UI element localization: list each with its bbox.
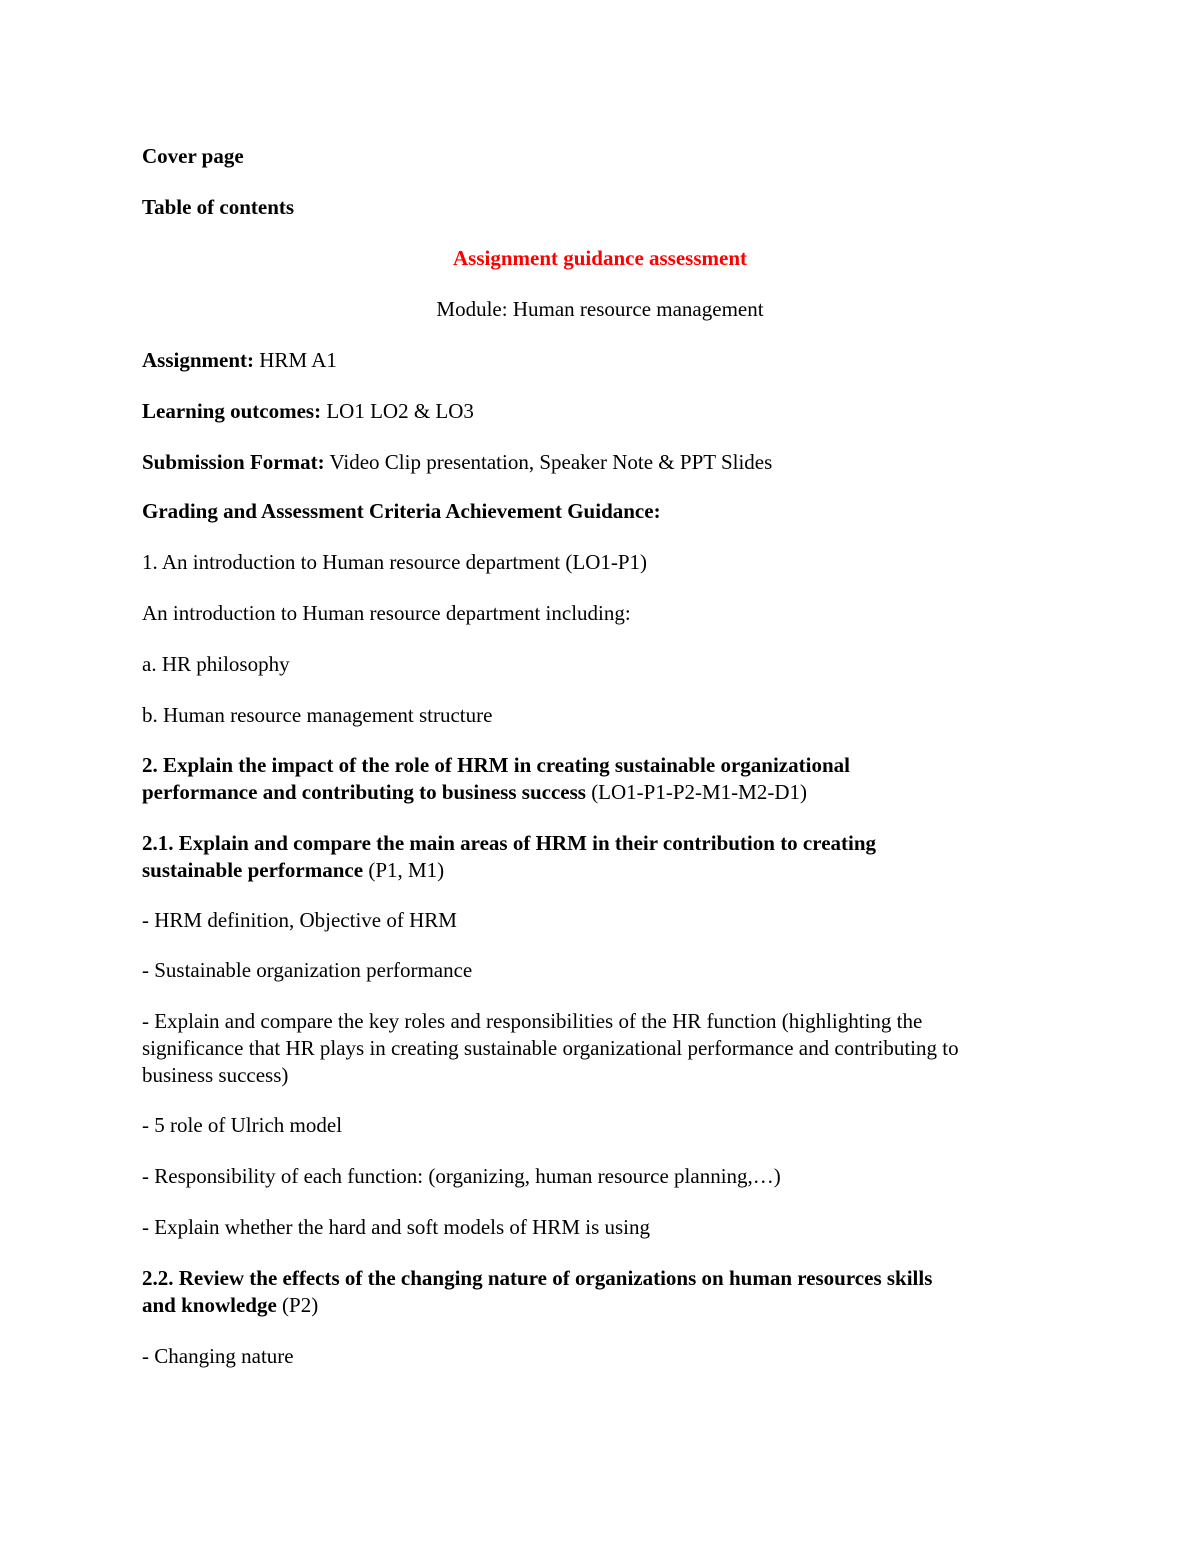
module-line: Module: Human resource management: [436, 297, 764, 321]
document-title: Assignment guidance assessment: [452, 246, 748, 270]
assignment-label: Assignment:: [142, 348, 255, 372]
submission-format-line: [142, 449, 1072, 476]
section2-1-bullet-3-line2: significance that HR plays in creating sustainable organizational performance and contributing to: [142, 1036, 959, 1060]
section2-1-bullet-2: - Sustainable organization performance: [142, 958, 473, 982]
section2-heading-line2: performance and contributing to business success: [142, 780, 586, 804]
assignment-line: [142, 347, 1072, 374]
section2-2-heading-ref: (P2): [276, 1293, 319, 1317]
section2-1-bullet-3: [142, 1008, 1072, 1089]
learning-outcomes-label: Learning outcomes:: [142, 399, 322, 423]
section2-1-heading: [142, 830, 1072, 884]
section2-1-bullet-5: - Responsibility of each function: (organizing, human resource planning,…): [142, 1164, 781, 1188]
section2-2-heading-line1: 2.2. Review the effects of the changing nature of organizations on human resources skills: [142, 1266, 933, 1290]
section2-2-heading: [142, 1265, 1072, 1319]
section2-1-bullet-3-line3: business success): [142, 1063, 289, 1087]
section2-1-heading-line1: 2.1. Explain and compare the main areas of HRM in their contribution to creating: [142, 831, 877, 855]
section1-item-a: a. HR philosophy: [142, 652, 290, 676]
section2-heading-line1: 2. Explain the impact of the role of HRM in creating sustainable organizational: [142, 753, 850, 777]
section2-2-heading-line2: and knowledge: [142, 1293, 277, 1317]
section2-heading: [142, 752, 1072, 806]
section2-1-bullet-1: - HRM definition, Objective of HRM: [142, 908, 457, 932]
cover-page-heading: Cover page: [142, 144, 244, 168]
assignment-value: HRM A1: [254, 348, 337, 372]
grading-heading: Grading and Assessment Criteria Achievement Guidance:: [142, 499, 661, 523]
learning-outcomes-value: LO1 LO2 & LO3: [321, 399, 474, 423]
section2-2-bullet-1: - Changing nature: [142, 1344, 294, 1368]
section1-heading: 1. An introduction to Human resource department (LO1-P1): [142, 550, 648, 574]
section2-1-bullet-4: - 5 role of Ulrich model: [142, 1113, 343, 1137]
submission-format-value: Video Clip presentation, Speaker Note & PPT Slides: [324, 450, 773, 474]
submission-format-label: Submission Format:: [142, 450, 325, 474]
section2-1-bullet-3-line1: - Explain and compare the key roles and responsibilities of the HR function (highlighting the: [142, 1009, 923, 1033]
section2-heading-ref: (LO1-P1-P2-M1-M2-D1): [585, 780, 808, 804]
table-of-contents-heading: Table of contents: [142, 195, 295, 219]
learning-outcomes-line: [142, 398, 1072, 425]
section2-1-heading-line2: sustainable performance: [142, 858, 364, 882]
section2-1-heading-ref: (P1, M1): [363, 858, 445, 882]
section1-intro: An introduction to Human resource department including:: [142, 601, 631, 625]
section2-1-bullet-6: - Explain whether the hard and soft models of HRM is using: [142, 1215, 650, 1239]
section1-item-b: b. Human resource management structure: [142, 703, 493, 727]
